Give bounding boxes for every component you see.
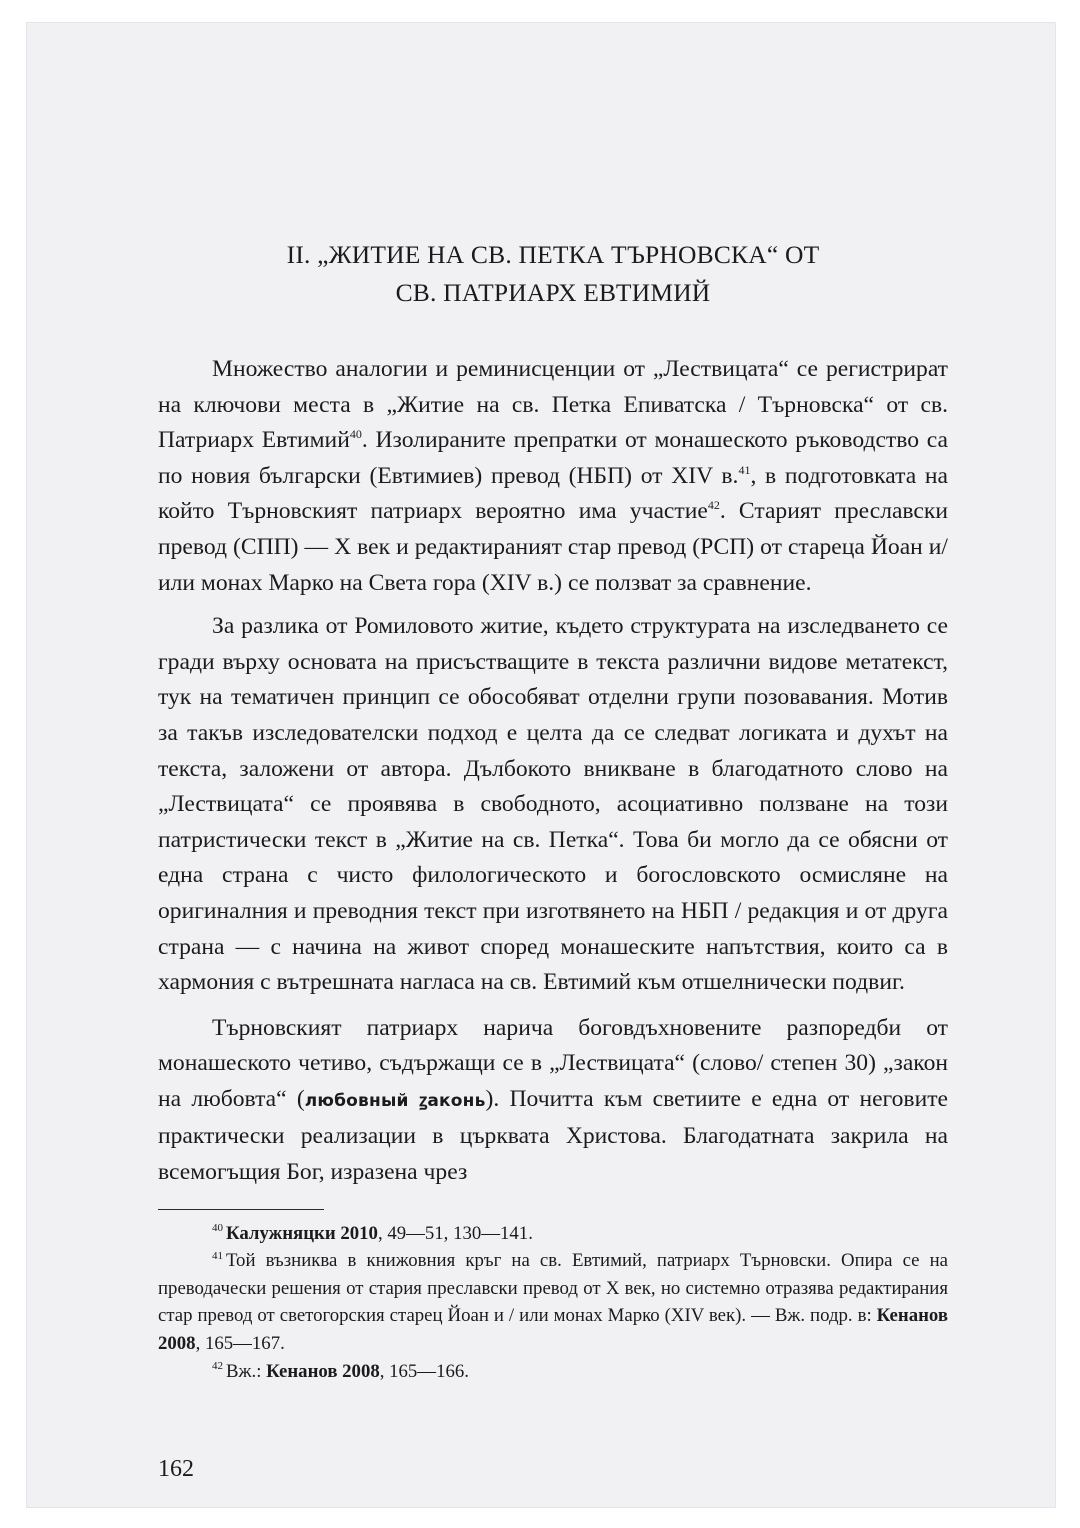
chapter-heading (158, 236, 948, 312)
church-slavonic-phrase: любовный ꙁаконь (304, 1090, 486, 1111)
paragraph-3-text-b: ). Почитта към светиите е една от неговите практически реализации в църквата Христова. Благодатната закрила на всемогъщия Бог, изразена чрез (158, 1085, 948, 1186)
footnote-number: 42 (212, 1360, 223, 1373)
page-number: 162 (158, 1456, 194, 1482)
footnote-number: 41 (212, 1249, 223, 1262)
footnote-number: 40 (212, 1222, 223, 1235)
footnote-author: Калужняцки 2010 (226, 1222, 378, 1244)
paragraph-3 (158, 1011, 948, 1191)
paragraph-1-text-b: . Изолираните препратки от монашеското ръководство са по новия български (Евтимиев) превод (НБП) от XIV в. (158, 427, 948, 489)
footnote-ref-42: 42 (707, 498, 720, 513)
scan-margin (0, 0, 26, 1528)
footnote-40 (158, 1220, 948, 1248)
footnote-text: Той възниква в книжовния кръг на св. Евтимий, патриарх Търновски. Опира се на преводачески решения от стария преславски превод от X век, но системно отразява редактирания стар превод от светогорския старец Йоан и / или монах Марко (XIV век). — Вж. подр. в: (158, 1250, 948, 1327)
footnote-divider (158, 1209, 324, 1210)
footnote-author: Кенанов 2008 (266, 1360, 380, 1382)
paragraph-1-text-a: Множество аналогии и реминисценции от „Лествицата“ се регистрират на ключови места в „Житие на св. Петка Епиватска / Търновска“ от св. Патриарх Евтимий (158, 356, 948, 454)
paragraph-1 (158, 352, 948, 601)
chapter-heading-line-2: СВ. ПАТРИАРХ ЕВТИМИЙ (395, 278, 711, 307)
footnote-ref-41: 41 (738, 462, 751, 477)
footnote-text: , 49—51, 130—141. (377, 1222, 533, 1244)
paragraph-1-text-c: , в подготовката на който Търновският патриарх вероятно има участие (158, 462, 948, 525)
chapter-heading-line-1: II. „ЖИТИЕ НА СВ. ПЕТКА ТЪРНОВСКА“ ОТ (286, 240, 820, 269)
footnote-author: Кенанов 2008 (158, 1305, 948, 1355)
paragraph-1-text-d: . Старият преславски превод (СПП) — X век и редактираният стар превод (РСП) от стареца Йоан и/или монах Марко на Света гора (XIV в.) се ползват за сравнение. (158, 498, 948, 596)
paragraph-2: За разлика от Ромиловото житие, където структурата на изследването се гради върху основата на присъстващите в текста различни видове метатекст, тук на тематичен принцип се обособяват отделни групи позовавания. Мотив за такъв изследователски подход е целта да се следват логиката и духът на текста, заложени от автора. Дълбокото вникване в благодатното слово на „Лествицата“ се проявява в свободното, асоциативно ползване на този патристически текст в „Житие на св. Петка“. Това би могло да се обясни от една страна с чисто филологическото и богословското осмисляне на оригиналния и преводния текст при изготвянето на НБП / редакция и от друга страна — с начина на живот според монашеските напътствия, които са в хармония с вътрешната нагласа на св. Евтимий към отшелнически подвиг. (158, 613, 948, 996)
footnote-42 (158, 1358, 948, 1386)
footnote-ref-40: 40 (349, 427, 362, 442)
page-content (158, 236, 948, 1385)
footnote-41 (158, 1247, 948, 1357)
footnote-prefix: Вж.: (226, 1360, 267, 1382)
footnote-text-end: , 165—167. (195, 1333, 285, 1355)
footnote-text-end: , 165—166. (379, 1360, 469, 1382)
paragraph-3-text-a: Търновският патриарх нарича боговдъхновените разпоредби от монашеското четиво, съдържащи се в „Лествицата“ (слово/ степен 30) „закон на любовта“ ( (158, 1014, 948, 1112)
